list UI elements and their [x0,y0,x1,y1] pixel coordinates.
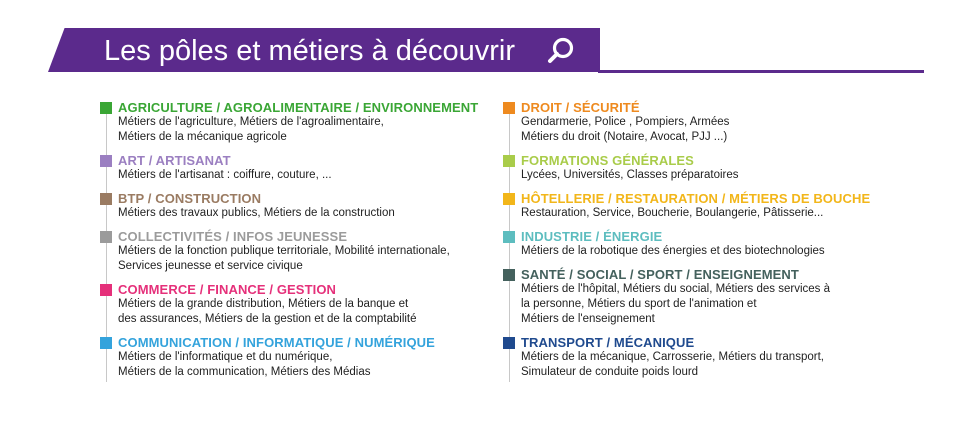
category-block [503,100,903,145]
right-category-column [503,100,903,388]
category-block [503,335,903,380]
category-title: TRANSPORT / MÉCANIQUE [521,335,695,350]
search-icon [546,36,576,66]
category-header [100,153,500,168]
category-description-line: Services jeunesse et service civique [118,260,303,272]
category-color-square [100,102,112,114]
category-header [503,191,903,206]
category-description-line: Métiers de la robotique des énergies et des biotechnologies [521,245,825,257]
category-header [503,335,903,350]
category-color-square [100,337,112,349]
category-header [503,153,903,168]
category-description-line: Métiers de la communication, Métiers des Médias [118,366,371,378]
category-description-line: Métiers de l'agriculture, Métiers de l'agroalimentaire, [118,116,384,128]
category-header [100,100,500,115]
category-color-square [100,284,112,296]
category-title: DROIT / SÉCURITÉ [521,100,640,115]
category-title: HÔTELLERIE / RESTAURATION / MÉTIERS DE BOUCHE [521,191,871,206]
category-color-square [100,193,112,205]
category-title: COLLECTIVITÉS / INFOS JEUNESSE [118,229,348,244]
category-description-line: Métiers de la grande distribution, Métiers de la banque et [118,298,409,310]
category-block [100,229,500,274]
category-header [100,229,500,244]
category-block [503,153,903,183]
category-color-square [503,337,515,349]
category-block [503,191,903,221]
category-block [100,335,500,380]
category-block [100,153,500,183]
category-block [503,267,903,327]
category-color-square [503,193,515,205]
category-color-square [503,102,515,114]
category-description-line: Métiers des travaux publics, Métiers de la construction [118,207,395,219]
category-title: SANTÉ / SOCIAL / SPORT / ENSEIGNEMENT [521,267,799,282]
category-color-square [100,231,112,243]
category-block [503,229,903,259]
category-title: COMMERCE / FINANCE / GESTION [118,282,337,297]
category-color-square [503,231,515,243]
category-description-line: la personne, Métiers du sport de l'animation et [521,298,757,310]
left-category-column [100,100,500,388]
category-header [503,229,903,244]
page-title: Les pôles et métiers à découvrir [104,35,516,67]
category-title: INDUSTRIE / ÉNERGIE [521,229,663,244]
category-description-line: Métiers de l'hôpital, Métiers du social, Métiers des services à [521,283,830,295]
category-description-line: Métiers de l'artisanat : coiffure, couture, ... [118,169,332,181]
category-color-square [503,269,515,281]
category-header [100,335,500,350]
category-title: ART / ARTISANAT [118,153,231,168]
category-description-line: Gendarmerie, Police , Pompiers, Armées [521,116,730,128]
category-description-line: Métiers de la fonction publique territoriale, Mobilité internationale, [118,245,450,257]
category-description-line: Métiers de l'enseignement [521,313,655,325]
category-header [100,191,500,206]
header-rule [598,70,924,73]
category-description-line: Métiers de la mécanique, Carrosserie, Métiers du transport, [521,351,824,363]
category-title: AGRICULTURE / AGROALIMENTAIRE / ENVIRONNEMENT [118,100,479,115]
category-title: BTP / CONSTRUCTION [118,191,262,206]
category-header [503,267,903,282]
category-description-line: Simulateur de conduite poids lourd [521,366,699,378]
category-description-line: Lycées, Universités, Classes préparatoires [521,169,739,181]
category-color-square [100,155,112,167]
category-title: COMMUNICATION / INFORMATIQUE / NUMÉRIQUE [118,335,435,350]
category-block [100,282,500,327]
category-description-line: Métiers de l'informatique et du numérique, [118,351,333,363]
category-description-line: des assurances, Métiers de la gestion et de la comptabilité [118,313,417,325]
category-description-line: Métiers de la mécanique agricole [118,131,287,143]
category-block [100,100,500,145]
category-color-square [503,155,515,167]
category-description-line: Métiers du droit (Notaire, Avocat, PJJ ...) [521,131,728,143]
category-description-line: Restauration, Service, Boucherie, Boulangerie, Pâtisserie... [521,207,824,219]
category-block [100,191,500,221]
category-header [503,100,903,115]
category-header [100,282,500,297]
category-title: FORMATIONS GÉNÉRALES [521,153,694,168]
